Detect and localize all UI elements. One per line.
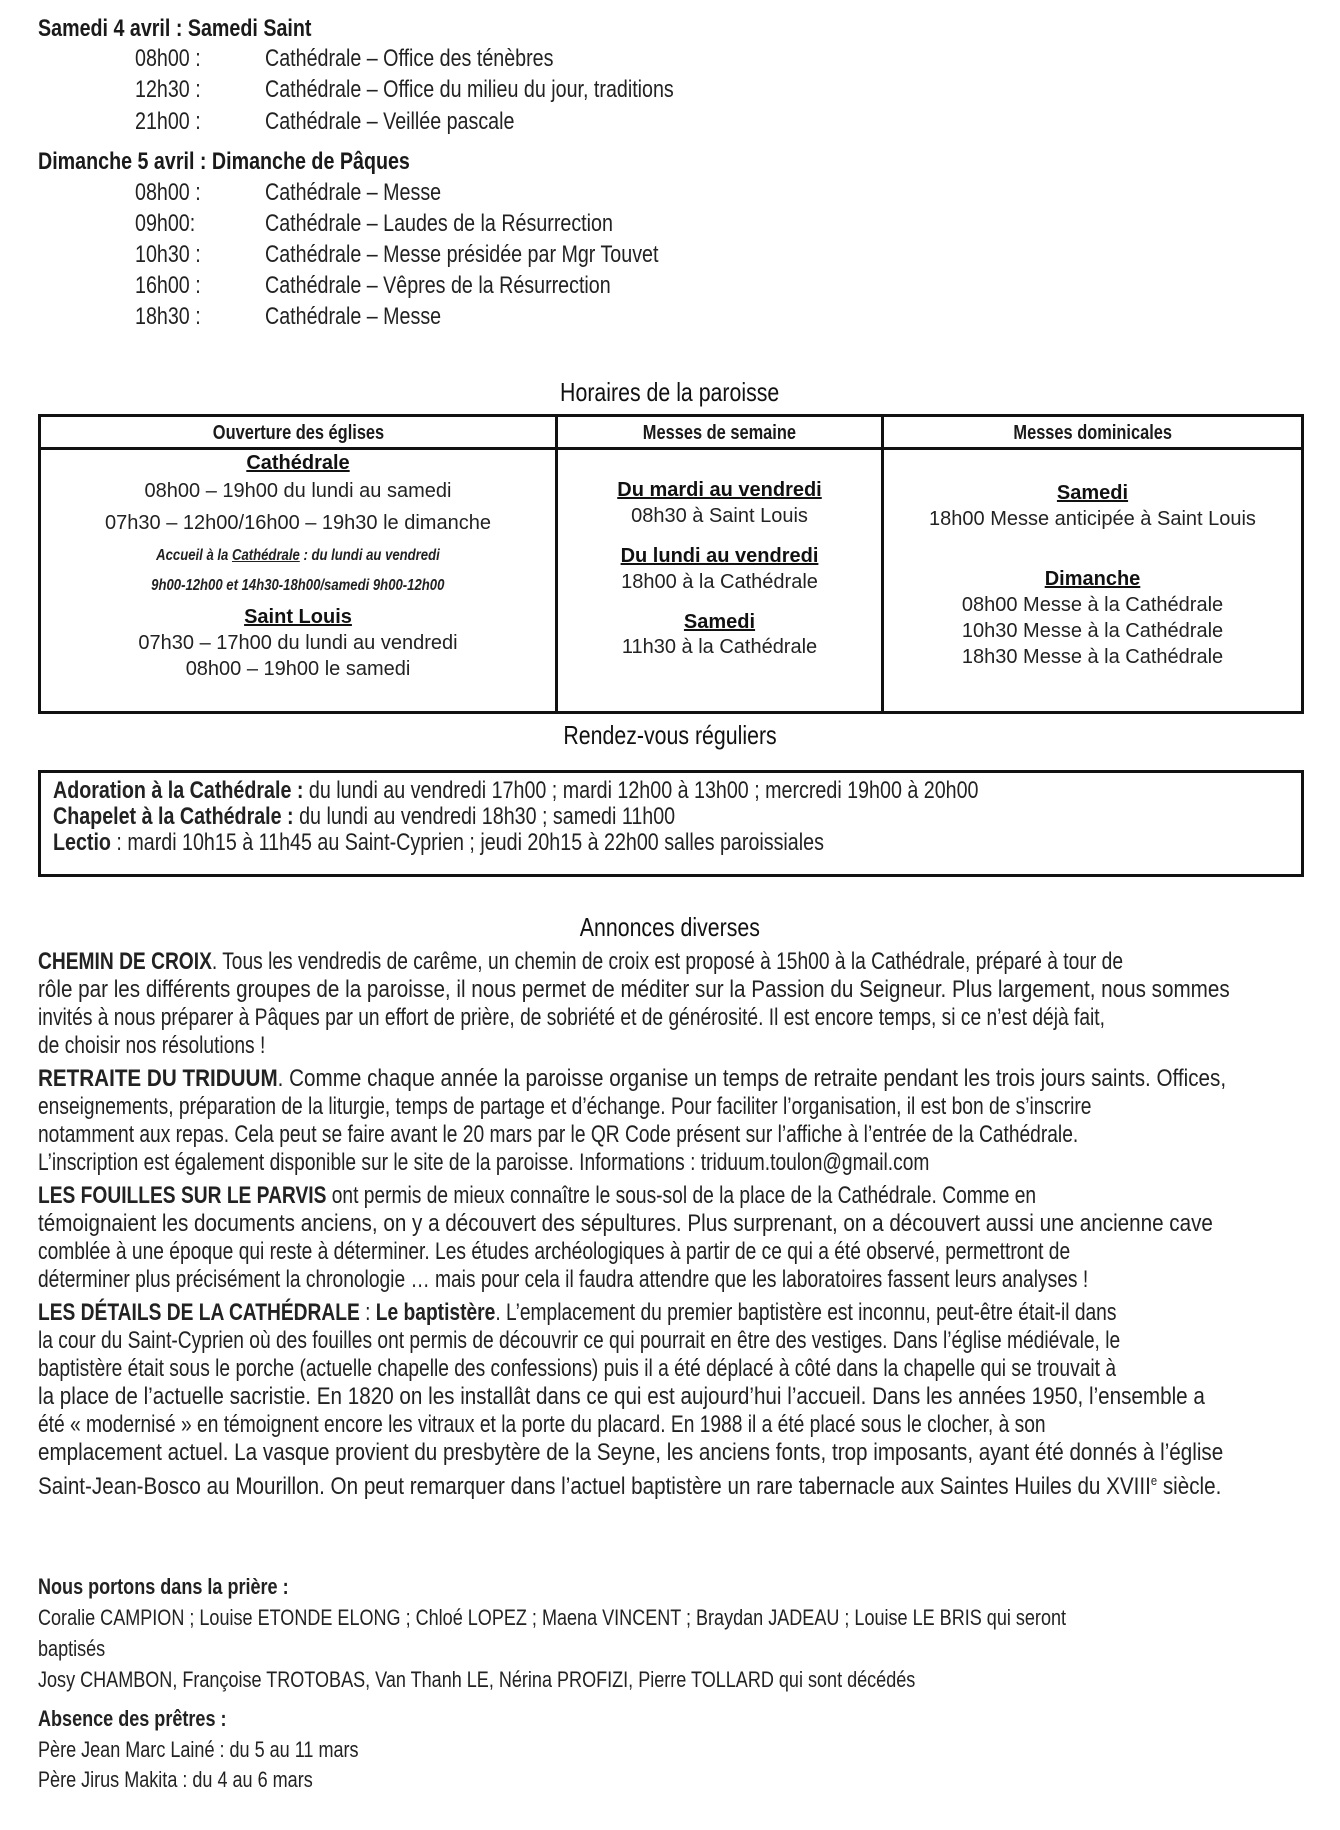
column-header: Messes dominicales <box>1013 422 1172 444</box>
prayer-heading: Nous portons dans la prière : <box>38 1574 289 1599</box>
paragraph-line: RETRAITE DU TRIDUUM. Comme chaque année la paroisse organise un temps de retraite pendant les trois jours saints. Offices, <box>38 1065 1227 1092</box>
entry-description: Cathédrale – Office du milieu du jour, traditions <box>265 76 674 103</box>
absence-line: Père Jean Marc Lainé : du 5 au 11 mars <box>38 1737 359 1762</box>
paragraph-line: L’inscription est également disponible sur le site de la paroisse. Informations : triduum.toulon@gmail.com <box>38 1149 930 1176</box>
mass-line: 10h30 Messe à la Cathédrale <box>961 620 1224 642</box>
subheading: Du mardi au vendredi <box>617 479 822 501</box>
paragraph-line: la place de l’actuelle sacristie. En 1820 on les installât dans ce qui est aujourd’hui l’accueil. Dans les années 1950, l’ensemble a <box>38 1383 1205 1410</box>
paragraph-line: notamment aux repas. Cela peut se faire avant le 20 mars par le QR Code présent sur l’affiche à l’entrée de la Cathédrale. <box>38 1121 1079 1148</box>
paragraph-line: enseignements, préparation de la liturgie, temps de partage et d’échange. Pour faciliter l’organisation, il est bon de s’inscrire <box>38 1093 1092 1120</box>
subheading: Du lundi au vendredi <box>620 545 819 567</box>
paragraph-line: LES FOUILLES SUR LE PARVIS ont permis de mieux connaître le sous-sol de la place de la Cathédrale. Comme en <box>38 1182 1037 1209</box>
hours-line: 08h00 – 19h00 du lundi au samedi <box>144 480 452 502</box>
subheading: Saint Louis <box>244 606 352 628</box>
entry-description: Cathédrale – Laudes de la Résurrection <box>265 210 613 237</box>
entry-description: Cathédrale – Messe <box>265 303 442 330</box>
hours-line: 07h30 – 17h00 du lundi au vendredi <box>138 632 458 654</box>
mass-line: 11h30 à la Cathédrale <box>621 636 818 658</box>
column-church-opening <box>41 417 555 711</box>
subheading: Dimanche <box>1044 568 1141 590</box>
paragraph-line: baptistère était sous le porche (actuelle chapelle des confessions) puis il a été déplacé à côté dans la chapelle qui se trouvait à <box>38 1355 1116 1382</box>
entry-time: 21h00 : <box>135 108 201 135</box>
paragraph-line: été « modernisé » en témoignent encore les vitraux et la porte du placard. En 1988 il a été placé sous le clocher, à son <box>38 1411 1046 1438</box>
announcement-label: LES FOUILLES SUR LE PARVIS <box>38 1182 327 1209</box>
entry-description: Cathédrale – Office des ténèbres <box>265 45 554 72</box>
entry-description: Cathédrale – Messe présidée par Mgr Touvet <box>265 241 659 268</box>
mass-line: 18h00 Messe anticipée à Saint Louis <box>929 508 1256 530</box>
reception-note: 9h00-12h00 et 14h30-18h00/samedi 9h00-12h00 <box>151 577 445 594</box>
announcement-label: Le baptistère <box>375 1299 496 1326</box>
entry-description: Cathédrale – Vêpres de la Résurrection <box>265 272 611 299</box>
paragraph-line: CHEMIN DE CROIX. Tous les vendredis de carême, un chemin de croix est proposé à 15h00 à la Cathédrale, préparé à tour de <box>38 948 1124 975</box>
entry-description: Cathédrale – Veillée pascale <box>265 108 515 135</box>
entry-time: 16h00 : <box>135 272 201 299</box>
mass-line: 18h30 Messe à la Cathédrale <box>961 646 1224 668</box>
prayer-line: Coralie CAMPION ; Louise ETONDE ELONG ; Chloé LOPEZ ; Maena VINCENT ; Braydan JADEAU ; Louise LE BRIS qui seront <box>38 1605 1067 1630</box>
paragraph-line: LES DÉTAILS DE LA CATHÉDRALE : Le baptistère. L’emplacement du premier baptistère est inconnu, peut-être était-il dans <box>38 1299 1117 1326</box>
absence-line: Père Jirus Makita : du 4 au 6 mars <box>38 1767 313 1792</box>
paragraph-line: comblée à une époque qui reste à déterminer. Les études archéologiques à partir de ce qui a été observé, permettront de <box>38 1238 1071 1265</box>
entry-time: 12h30 : <box>135 76 201 103</box>
entry-description: Cathédrale – Messe <box>265 179 442 206</box>
prayer-line: baptisés <box>38 1636 106 1661</box>
absence-heading: Absence des prêtres : <box>38 1706 227 1731</box>
paragraph-line: témoignaient les documents anciens, on y a découvert des sépultures. Plus surprenant, on a découvert aussi une ancienne cave <box>38 1210 1213 1237</box>
paragraph-line: emplacement actuel. La vasque provient du presbytère de la Seyne, les anciens fonts, trop imposants, ayant été donnés à l’église <box>38 1439 1224 1466</box>
paragraph-line: rôle par les différents groupes de la paroisse, il nous permet de méditer sur la Passion du Seigneur. Plus largement, nous sommes <box>38 976 1230 1003</box>
rendezvous-item: Adoration à la Cathédrale : du lundi au vendredi 17h00 ; mardi 12h00 à 13h00 ; mercredi 19h00 à 20h00 <box>53 777 979 804</box>
paragraph-line: Saint-Jean-Bosco au Mourillon. On peut remarquer dans l’actuel baptistère un rare tabernacle aux Saintes Huiles du XVIIIe siècle. <box>38 1473 1222 1500</box>
rendezvous-box <box>38 770 1304 877</box>
subheading: Cathédrale <box>246 452 350 474</box>
hours-line: 07h30 – 12h00/16h00 – 19h30 le dimanche <box>105 512 491 534</box>
announcement-label: RETRAITE DU TRIDUUM <box>38 1065 278 1092</box>
subheading: Samedi <box>683 611 756 633</box>
hours-line: 08h00 – 19h00 le samedi <box>185 658 411 680</box>
announcement-label: CHEMIN DE CROIX <box>38 948 212 975</box>
announcements-title: Annonces diverses <box>579 912 761 942</box>
reception-note: Accueil à la Cathédrale : du lundi au vendredi <box>156 547 440 564</box>
column-header: Ouverture des églises <box>212 422 384 444</box>
column-weekday-masses <box>558 417 881 711</box>
column-header: Messes de semaine <box>642 422 797 444</box>
entry-time: 08h00 : <box>135 45 201 72</box>
entry-time: 08h00 : <box>135 179 201 206</box>
schedule-title: Horaires de la paroisse <box>560 377 780 407</box>
prayer-line: Josy CHAMBON, Françoise TROTOBAS, Van Thanh LE, Nérina PROFIZI, Pierre TOLLARD qui sont décédés <box>38 1667 916 1692</box>
paragraph-line: invités à nous préparer à Pâques par un effort de prière, de sobriété et de générosité. Il est encore temps, si ce n’est déjà fait, <box>38 1004 1105 1031</box>
day-heading: Dimanche 5 avril : Dimanche de Pâques <box>38 148 410 175</box>
schedule-table <box>38 414 1304 714</box>
column-sunday-masses <box>884 417 1301 711</box>
mass-line: 18h00 à la Cathédrale <box>621 571 818 593</box>
mass-line: 08h30 à Saint Louis <box>631 505 808 527</box>
entry-time: 18h30 : <box>135 303 201 330</box>
paragraph-line: la cour du Saint-Cyprien où des fouilles ont permis de découvrir ce qui pourrait en être des vestiges. Dans l’église médiévale, le <box>38 1327 1121 1354</box>
entry-time: 09h00: <box>135 210 196 237</box>
rendezvous-item: Chapelet à la Cathédrale : du lundi au vendredi 18h30 ; samedi 11h00 <box>53 803 676 830</box>
rendezvous-item: Lectio : mardi 10h15 à 11h45 au Saint-Cyprien ; jeudi 20h15 à 22h00 salles paroissiales <box>53 829 824 856</box>
paragraph-line: déterminer plus précisément la chronologie … mais pour cela il faudra attendre que les laboratoires fassent leurs analyses ! <box>38 1266 1089 1293</box>
mass-line: 08h00 Messe à la Cathédrale <box>961 594 1224 616</box>
announcement-label: LES DÉTAILS DE LA CATHÉDRALE <box>38 1299 360 1326</box>
day-heading: Samedi 4 avril : Samedi Saint <box>38 15 312 42</box>
entry-time: 10h30 : <box>135 241 201 268</box>
subheading: Samedi <box>1056 482 1129 504</box>
paragraph-line: de choisir nos résolutions ! <box>38 1032 266 1059</box>
rendezvous-title: Rendez-vous réguliers <box>563 720 777 750</box>
